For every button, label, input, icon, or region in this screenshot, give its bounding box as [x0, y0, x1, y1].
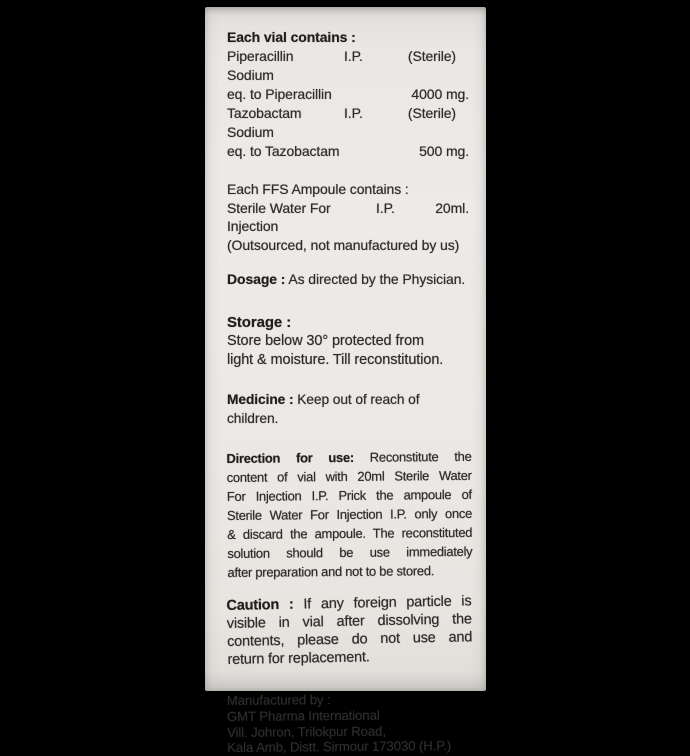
composition-row — [227, 104, 472, 142]
caution-text: If any foreign particle is — [303, 593, 472, 613]
direction-text: Reconstitute the — [369, 448, 472, 465]
manufacturer-address: Kala Amb, Distt. Sirmour 173030 (H.P.) — [227, 738, 452, 756]
medicine-section — [227, 390, 472, 428]
composition-row — [227, 85, 472, 104]
sterile-note: (Sterile) — [407, 105, 456, 121]
composition-heading: Each vial contains : — [227, 29, 356, 45]
composition-row — [227, 142, 472, 161]
ampoule-heading: Each FFS Ampoule contains : — [227, 181, 409, 197]
direction-line — [226, 447, 471, 468]
composition-row — [227, 47, 472, 85]
ampoule-section — [227, 180, 472, 254]
caution-label: Caution : — [226, 596, 294, 615]
direction-line: Sterile Water For Injection I.P. only once — [226, 505, 473, 523]
ingredient-name: Tazobactam Sodium — [227, 105, 302, 140]
direction-line: content of vial with 20ml Sterile Water — [226, 467, 472, 486]
manufacturer-name: GMT Pharma International — [226, 707, 380, 724]
pharmacopoeia-mark: I.P. — [344, 48, 363, 64]
dosage-section — [227, 270, 472, 289]
direction-label: Direction for use: — [226, 449, 354, 467]
ampoule-volume: 20ml. — [435, 199, 469, 216]
direction-line: after preparation and not to be stored. — [227, 563, 435, 580]
direction-line: solution should be use immediately — [227, 543, 473, 561]
composition-section — [227, 28, 472, 161]
manufacturer-section — [227, 691, 473, 756]
storage-label: Storage : — [227, 314, 292, 331]
caution-line: contents, please do not use and — [227, 629, 473, 650]
ingredient-name: eq. to Piperacillin — [227, 86, 332, 102]
medicine-label: Medicine : — [227, 392, 294, 407]
storage-line: Store below 30° protected from — [227, 333, 425, 349]
ampoule-ingredient-name: Sterile Water For Injection — [227, 199, 331, 234]
outsourced-note: (Outsourced, not manufactured by us) — [227, 236, 460, 253]
direction-line: & discard the ampoule. The reconstituted — [227, 524, 473, 542]
storage-line: light & moisture. Till reconstitution. — [227, 351, 444, 368]
ingredient-name: eq. to Tazobactam — [227, 143, 340, 159]
sterile-note: (Sterile) — [407, 48, 456, 64]
pharmacopoeia-mark: I.P. — [376, 199, 395, 216]
ampoule-row — [227, 199, 472, 236]
direction-line: For Injection I.P. Prick the ampoule of — [226, 486, 472, 505]
ingredient-name: Piperacillin Sodium — [227, 48, 294, 83]
caution-line: return for replacement. — [227, 649, 370, 668]
dosage-label: Dosage : — [227, 271, 286, 287]
dosage-text: As directed by the Physician. — [288, 271, 466, 287]
manufacturer-address: Vill. Johron, Trilokpur Road, — [227, 723, 386, 740]
ingredient-strength: 4000 mg. — [411, 86, 469, 102]
storage-section — [227, 313, 472, 369]
ingredient-strength: 500 mg. — [419, 143, 469, 159]
caution-section — [226, 592, 472, 669]
caution-line: visible in vial after dissolving the — [226, 611, 472, 633]
manufacturer-label: Manufactured by : — [226, 692, 331, 709]
medicine-text: Keep out of reach of children. — [227, 392, 420, 426]
pharmacopoeia-mark: I.P. — [344, 105, 363, 121]
direction-section — [226, 447, 472, 582]
product-label — [205, 7, 486, 756]
